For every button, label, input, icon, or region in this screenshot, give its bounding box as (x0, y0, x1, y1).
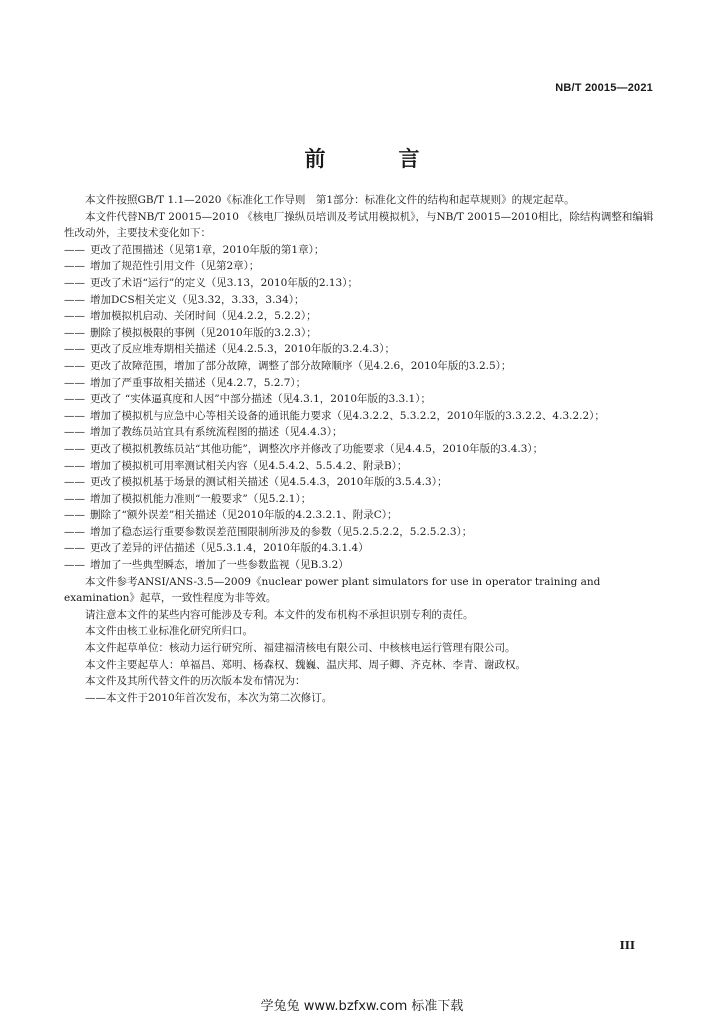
list-item: —— 更改了差异的评估描述（见5.3.1.4，2010年版的4.3.1.4） (64, 540, 660, 557)
dash-mark: —— (64, 260, 85, 273)
dash-mark: —— (64, 525, 85, 538)
list-item: —— 增加模拟机启动、关闭时间（见4.2.2，5.2.2）； (64, 308, 660, 325)
dash-mark: —— (64, 376, 85, 389)
dash-mark: —— (64, 276, 85, 289)
owner-paragraph: 本文件由核工业标准化研究所归口。 (85, 625, 253, 638)
list-item: —— 增加了一些典型瞬态，增加了一些参数监视（见B.3.2） (64, 557, 660, 574)
list-item: —— 更改了故障范围，增加了部分故障，调整了部分故障顺序（见4.2.6，2010年版的3.2.5）； (64, 358, 660, 375)
dash-mark: —— (64, 509, 85, 522)
dash-mark: —— (64, 243, 85, 256)
dash-mark: —— (64, 393, 85, 406)
dash-mark: —— (64, 409, 85, 422)
list-item: —— 更改了术语“运行”的定义（见3.13，2010年版的2.13）； (64, 275, 660, 292)
dash-mark: —— (64, 426, 85, 439)
list-item: —— 更改了模拟机基于场景的测试相关描述（见4.5.4.3，2010年版的3.5.4.3）； (64, 474, 660, 491)
list-item: —— 增加了稳态运行重要参数误差范围限制所涉及的参数（见5.2.5.2.2，5.2.5.2.3）； (64, 524, 660, 541)
dash-mark: —— (64, 442, 85, 455)
list-item: —— 增加了规范性引用文件（见第2章）； (64, 258, 660, 275)
list-item: —— 更改了范围描述（见第1章，2010年版的第1章）； (64, 242, 660, 259)
dash-mark: —— (64, 293, 85, 306)
watermark-link[interactable]: 学兔兔 www.bzfxw.com 标准下载 (260, 999, 464, 1014)
change-list (64, 242, 660, 574)
dash-mark: —— (85, 691, 106, 704)
dash-mark: —— (64, 559, 85, 572)
list-item: —— 删除了“额外误差”相关描述（见2010年版的4.2.3.2.1、附录C）； (64, 507, 660, 524)
list-item: —— 更改了 “实体逼真度和人因”中部分描述（见4.3.1，2010年版的3.3.1）； (64, 391, 660, 408)
list-item: —— 增加DCS相关定义（见3.32，3.33，3.34）； (64, 292, 660, 309)
list-item: —— 增加了模拟机与应急中心等相关设备的通讯能力要求（见4.3.2.2、5.3.2.2，2010年版的3.3.2.2、4.3.2.2）； (64, 408, 660, 425)
scope-paragraph: 本文件按照GB/T 1.1—2020《标准化工作导则 第1部分：标准化文件的结构和起草规则》的规定起草。 (85, 194, 575, 206)
list-item: —— 增加了模拟机能力准则“一般要求”（见5.2.1）； (64, 491, 660, 508)
dash-mark: —— (64, 326, 85, 339)
history-item: ——本文件于2010年首次发布，本次为第二次修订。 (85, 691, 333, 704)
list-item: —— 增加了教练员站宜具有系统流程图的描述（见4.4.3）； (64, 424, 660, 441)
list-item: —— 更改了反应堆寿期相关描述（见4.2.5.3，2010年版的3.2.4.3）； (64, 341, 660, 358)
dash-mark: —— (64, 492, 85, 505)
reference-paragraph: 本文件参考ANSI/ANS-3.5—2009《nuclear power plant simulators for use in operator training and examination》起草，一致性程度为非等效。 (64, 575, 601, 605)
dash-mark: —— (64, 310, 85, 323)
list-item: —— 增加了严重事故相关描述（见4.2.7，5.2.7）； (64, 375, 660, 392)
drafting-units: 本文件起草单位：核动力运行研究所、福建福清核电有限公司、中核核电运行管理有限公司。 (85, 642, 516, 655)
document-body (64, 192, 660, 706)
page-number: III (619, 939, 635, 952)
history-intro: 本文件及其所代替文件的历次版本发布情况为： (85, 675, 306, 688)
dash-mark: —— (64, 542, 85, 555)
replacement-paragraph: 本文件代替NB/T 20015—2010 《核电厂操纵员培训及考试用模拟机》，与NB/T 20015—2010相比，除结构调整和编辑性改动外，主要技术变化如下： (64, 210, 654, 240)
list-item: —— 删除了模拟极限的事例（见2010年版的3.2.3）； (64, 325, 660, 342)
standard-code: NB/T 20015—2021 (555, 82, 653, 94)
page-title: 前 言 (304, 147, 446, 171)
dash-mark: —— (64, 359, 85, 372)
list-item: —— 增加了模拟机可用率测试相关内容（见4.5.4.2、5.5.4.2、附录B）； (64, 458, 660, 475)
dash-mark: —— (64, 343, 85, 356)
drafters: 本文件主要起草人：单福昌、郑明、杨森权、魏巍、温庆邦、周子卿、齐克林、李青、谢政权。 (85, 658, 526, 671)
list-item: —— 更改了模拟机教练员站“其他功能”，调整次序并修改了功能要求（见4.4.5，2010年版的3.4.3）； (64, 441, 660, 458)
patent-notice: 请注意本文件的某些内容可能涉及专利。本文件的发布机构不承担识别专利的责任。 (85, 608, 474, 621)
dash-mark: —— (64, 476, 85, 489)
dash-mark: —— (64, 459, 85, 472)
